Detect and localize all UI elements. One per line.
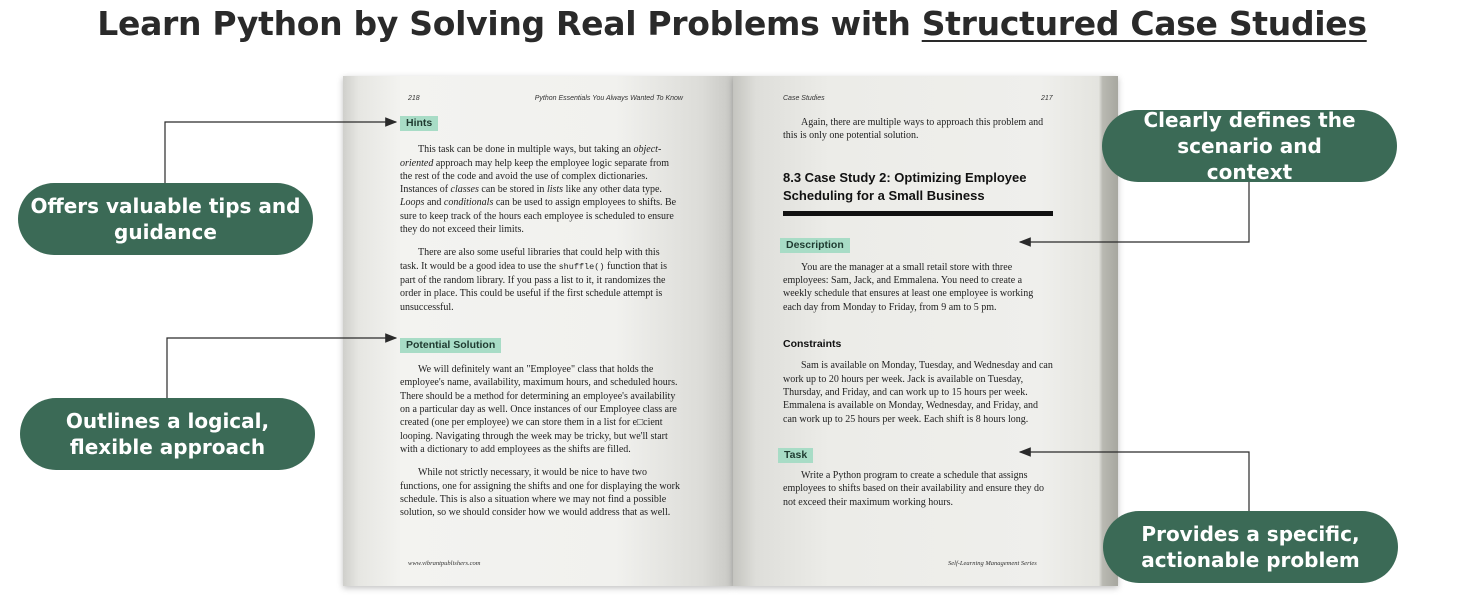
page-footer: www.vibrantpublishers.com xyxy=(408,560,481,567)
hints-arrow xyxy=(165,122,396,183)
task-arrow xyxy=(1020,452,1249,511)
callout-description: Clearly defines the scenario and context xyxy=(1102,110,1397,182)
description-paragraph: You are the manager at a small retail store with three employees: Sam, Jack, and Emmalena. You need to create a weekly schedule that ensures at least one employee is working each day from Monday to Friday, from 9 am to 5 pm. xyxy=(783,261,1034,313)
running-header: Python Essentials You Always Wanted To Know xyxy=(534,95,683,102)
hints-paragraph-1: This task can be done in multiple ways, but taking an object-oriented approach may help keep the employee logic separate from the rest of the code and avoid the use of complex dictionaries. Instances of classes can be stored in lists like any other data type. Loops and conditionals can be used to assign employees to shifts. Be sure to keep track of the hours each employee is scheduled to ensure they do not exceed their limits. xyxy=(400,144,677,236)
page-footer: Self-Learning Management Series xyxy=(948,560,1037,567)
constraints-heading: Constraints xyxy=(783,338,842,351)
description-label: Description xyxy=(780,238,850,253)
solution-paragraph-2: While not strictly necessary, it would be nice to have two functions, one for assigning the shifts and one for displaying the work schedule. This is also a situation where we may not find a possible solution, so we should consider how we would address that as well. xyxy=(400,467,680,519)
callout-task: Provides a specific, actionable problem xyxy=(1103,511,1398,583)
headline-emphasis: Structured Case Studies xyxy=(921,4,1367,43)
hints-paragraph-2: There are also some useful libraries that could help with this task. It would be a good idea to use the shuffle() function that is part of the random library. If you pass a list to it, it randomizes the order in place. This could be useful if the first schedule attempt is unsuccessful. xyxy=(400,247,667,313)
task-label: Task xyxy=(778,448,813,463)
potential-solution-label: Potential Solution xyxy=(400,338,501,353)
intro-paragraph: Again, there are multiple ways to approach this problem and this is only one potential solution. xyxy=(783,117,1044,142)
task-paragraph: Write a Python program to create a schedule that assigns employees to shifts based on their availability and ensure they do not exceed their maximum working hours. xyxy=(783,470,1045,508)
solution-paragraph-1: We will definitely want an "Employee" class that holds the employee's name, availability, maximum hours, and scheduled hours. There should be a method for determining an employee's availability on a particular day as well. Once instances of our Employee class are created (one per employee) we can store them in a list for e□cient looping. Navigating through the week may be tricky, but we'll start with a dictionary to add employees as the shifts are filled. xyxy=(400,364,678,455)
solution-arrow xyxy=(167,338,396,398)
callout-hints: Offers valuable tips and guidance xyxy=(18,183,313,255)
page-number: 217 xyxy=(1041,95,1053,102)
page-number: 218 xyxy=(408,95,420,102)
running-header: Case Studies xyxy=(783,95,825,102)
section-heading: 8.3 Case Study 2: Optimizing Employee Scheduling for a Small Business xyxy=(783,169,1027,203)
constraints-paragraph: Sam is available on Monday, Tuesday, and Wednesday and can work up to 20 hours per week. Jack is available on Tuesday, Thursday, and Friday, and can work up to 15 hours per week. Emmalena is available on Monday, Wednesday, and Friday, and can work up to 25 hours per week. Each shift is 8 hours long. xyxy=(783,360,1053,425)
callout-solution: Outlines a logical, flexible approach xyxy=(20,398,315,470)
hints-label: Hints xyxy=(400,116,438,131)
headline-text: Learn Python by Solving Real Problems with xyxy=(97,4,922,43)
description-arrow xyxy=(1020,181,1249,242)
